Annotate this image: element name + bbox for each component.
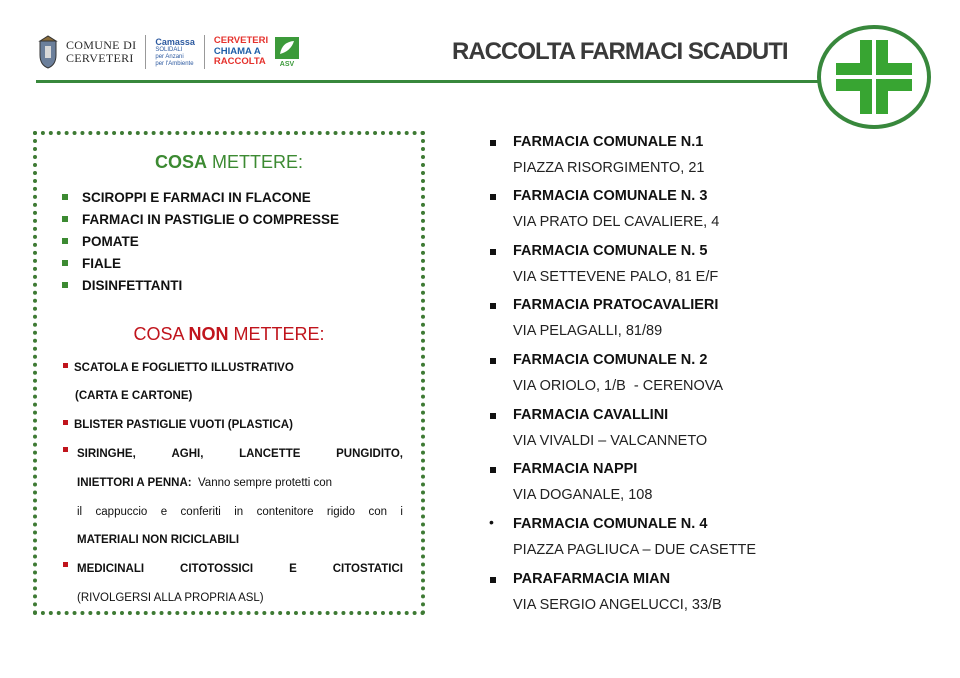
pharmacy-address: PIAZZA PAGLIUCA – DUE CASETTE [513, 542, 757, 558]
notput-line [77, 448, 403, 460]
comune-line-2: CERVETERI [66, 51, 134, 65]
round-bullet-icon: • [489, 514, 494, 530]
pharmacy-name: FARMACIA NAPPI [513, 461, 638, 477]
notput-item [63, 419, 293, 431]
pharmacy-address: VIA SERGIO ANGELUCCI, 33/B [513, 597, 722, 613]
camassa-name: Camassa [155, 36, 195, 47]
notput-justified-line [77, 506, 403, 518]
red-bullet-icon [63, 363, 68, 368]
put-item [62, 190, 311, 205]
put-item-label: FIALE [82, 256, 121, 271]
camassa-logo [155, 37, 195, 68]
pharmacy-name: FARMACIA CAVALLINI [513, 407, 669, 423]
page-title: RACCOLTA FARMACI SCADUTI [452, 38, 788, 65]
put-item [62, 234, 139, 249]
heading-mettere: METTERE: [228, 324, 325, 344]
put-item [62, 278, 182, 293]
logo-divider [204, 35, 205, 69]
pharmacy-name: FARMACIA PRATOCAVALIERI [513, 297, 719, 313]
square-bullet-icon [490, 413, 496, 419]
red-bullet-icon [63, 420, 68, 425]
square-bullet-icon [490, 577, 496, 583]
square-bullet-icon [490, 194, 496, 200]
word: con [368, 506, 387, 518]
word: CITOSTATICI [332, 563, 403, 575]
red-bullet-icon [63, 447, 68, 452]
pharmacy-address: VIA PELAGALLI, 81/89 [513, 323, 663, 339]
put-item [62, 212, 339, 227]
pharmacy-name: FARMACIA COMUNALE N. 3 [513, 188, 708, 204]
comune-line-1: COMUNE DI [66, 38, 137, 52]
header-rule [36, 80, 820, 83]
notput-bold-text: INIETTORI A PENNA: [77, 477, 192, 489]
word: E [289, 563, 297, 575]
notput-line: MATERIALI NON RICICLABILI [77, 534, 240, 546]
square-bullet-icon [490, 303, 496, 309]
heading-cosa: COSA [154, 152, 207, 172]
pharmacy-name: FARMACIA COMUNALE N. 2 [513, 352, 708, 368]
green-bullet-icon [62, 282, 68, 288]
notput-item [63, 362, 294, 374]
what-to-put-heading [33, 152, 425, 173]
put-item-label: SCIROPPI E FARMACI IN FLACONE [82, 190, 311, 205]
word: il [77, 506, 83, 518]
chiama-line-3: RACCOLTA [213, 56, 266, 68]
green-bullet-icon [62, 238, 68, 244]
pharmacy-name: FARMACIA COMUNALE N. 5 [513, 243, 708, 259]
put-item-label: POMATE [82, 234, 139, 249]
word: PUNGIDITO, [336, 448, 403, 460]
word: CITOTOSSICI [180, 563, 254, 575]
square-bullet-icon [490, 467, 496, 473]
notput-item [63, 563, 403, 575]
put-item-label: DISINFETTANTI [82, 278, 183, 293]
notput-item-note: (RIVOLGERSI ALLA PROPRIA ASL) [77, 592, 264, 604]
heading-non: NON [188, 324, 229, 344]
pharmacy-cross-icon [816, 24, 932, 130]
square-bullet-icon [490, 140, 496, 146]
pharmacy-address: VIA VIVALDI – VALCANNETO [513, 433, 708, 449]
notput-text: Vanno sempre protetti con [197, 477, 333, 489]
camassa-line-3: per l'Ambiente [155, 60, 194, 67]
pharmacy-address: VIA ORIOLO, 1/B - CERENOVA [513, 378, 724, 394]
coat-of-arms-icon [36, 35, 60, 69]
what-not-to-put-heading [33, 324, 425, 345]
notput-item-label: BLISTER PASTIGLIE VUOTI (PLASTICA) [74, 419, 293, 431]
word: SIRINGHE, [77, 448, 136, 460]
word: MEDICINALI [77, 563, 145, 575]
notput-line [77, 477, 332, 489]
pharmacy-address: VIA SETTEVENE PALO, 81 E/F [513, 269, 719, 285]
green-bullet-icon [62, 194, 68, 200]
put-item-label: FARMACI IN PASTIGLIE O COMPRESSE [82, 212, 340, 227]
word: conferiti [180, 506, 221, 518]
chiama-logo [214, 36, 268, 68]
pharmacy-name: PARAFARMACIA MIAN [513, 571, 671, 587]
word: i [400, 506, 403, 518]
pharmacy-name: FARMACIA COMUNALE N. 4 [513, 516, 708, 532]
notput-line [77, 506, 403, 518]
word: in [234, 506, 244, 518]
green-bullet-icon [62, 260, 68, 266]
camassa-line-1: SOLIDALI [155, 46, 183, 53]
green-bullet-icon [62, 216, 68, 222]
logo-divider [145, 35, 146, 69]
notput-item-label: SCATOLA E FOGLIETTO ILLUSTRATIVO [74, 362, 294, 374]
red-bullet-icon [63, 562, 68, 567]
pharmacy-address: VIA PRATO DEL CAVALIERE, 4 [513, 214, 720, 230]
camassa-line-2: per Anzani [155, 53, 184, 60]
word: e [160, 506, 168, 518]
pharmacy-address: PIAZZA RISORGIMENTO, 21 [513, 160, 705, 176]
header-logos [36, 30, 300, 74]
eco-logo-text: ASV [279, 61, 295, 68]
word: contenitore [256, 506, 314, 518]
heading-cosa: COSA [133, 324, 189, 344]
word: LANCETTE [239, 448, 301, 460]
word: AGHI, [171, 448, 204, 460]
notput-item-note: (CARTA E CARTONE) [75, 390, 193, 402]
notput-item [63, 448, 403, 460]
chiama-line-2: CHIAMA A [213, 45, 261, 57]
square-bullet-icon [490, 249, 496, 255]
square-bullet-icon [490, 358, 496, 364]
chiama-line-1: CERVETERI [213, 35, 269, 47]
word: rigido [326, 506, 356, 518]
heading-mettere: METTERE: [207, 152, 304, 172]
put-item [62, 256, 121, 271]
pharmacy-address: VIA DOGANALE, 108 [513, 487, 653, 503]
comune-logo-text [66, 39, 136, 65]
word: cappuccio [95, 506, 148, 518]
eco-logo-icon [274, 36, 300, 68]
pharmacy-name: FARMACIA COMUNALE N.1 [513, 134, 704, 150]
notput-line [77, 563, 403, 575]
